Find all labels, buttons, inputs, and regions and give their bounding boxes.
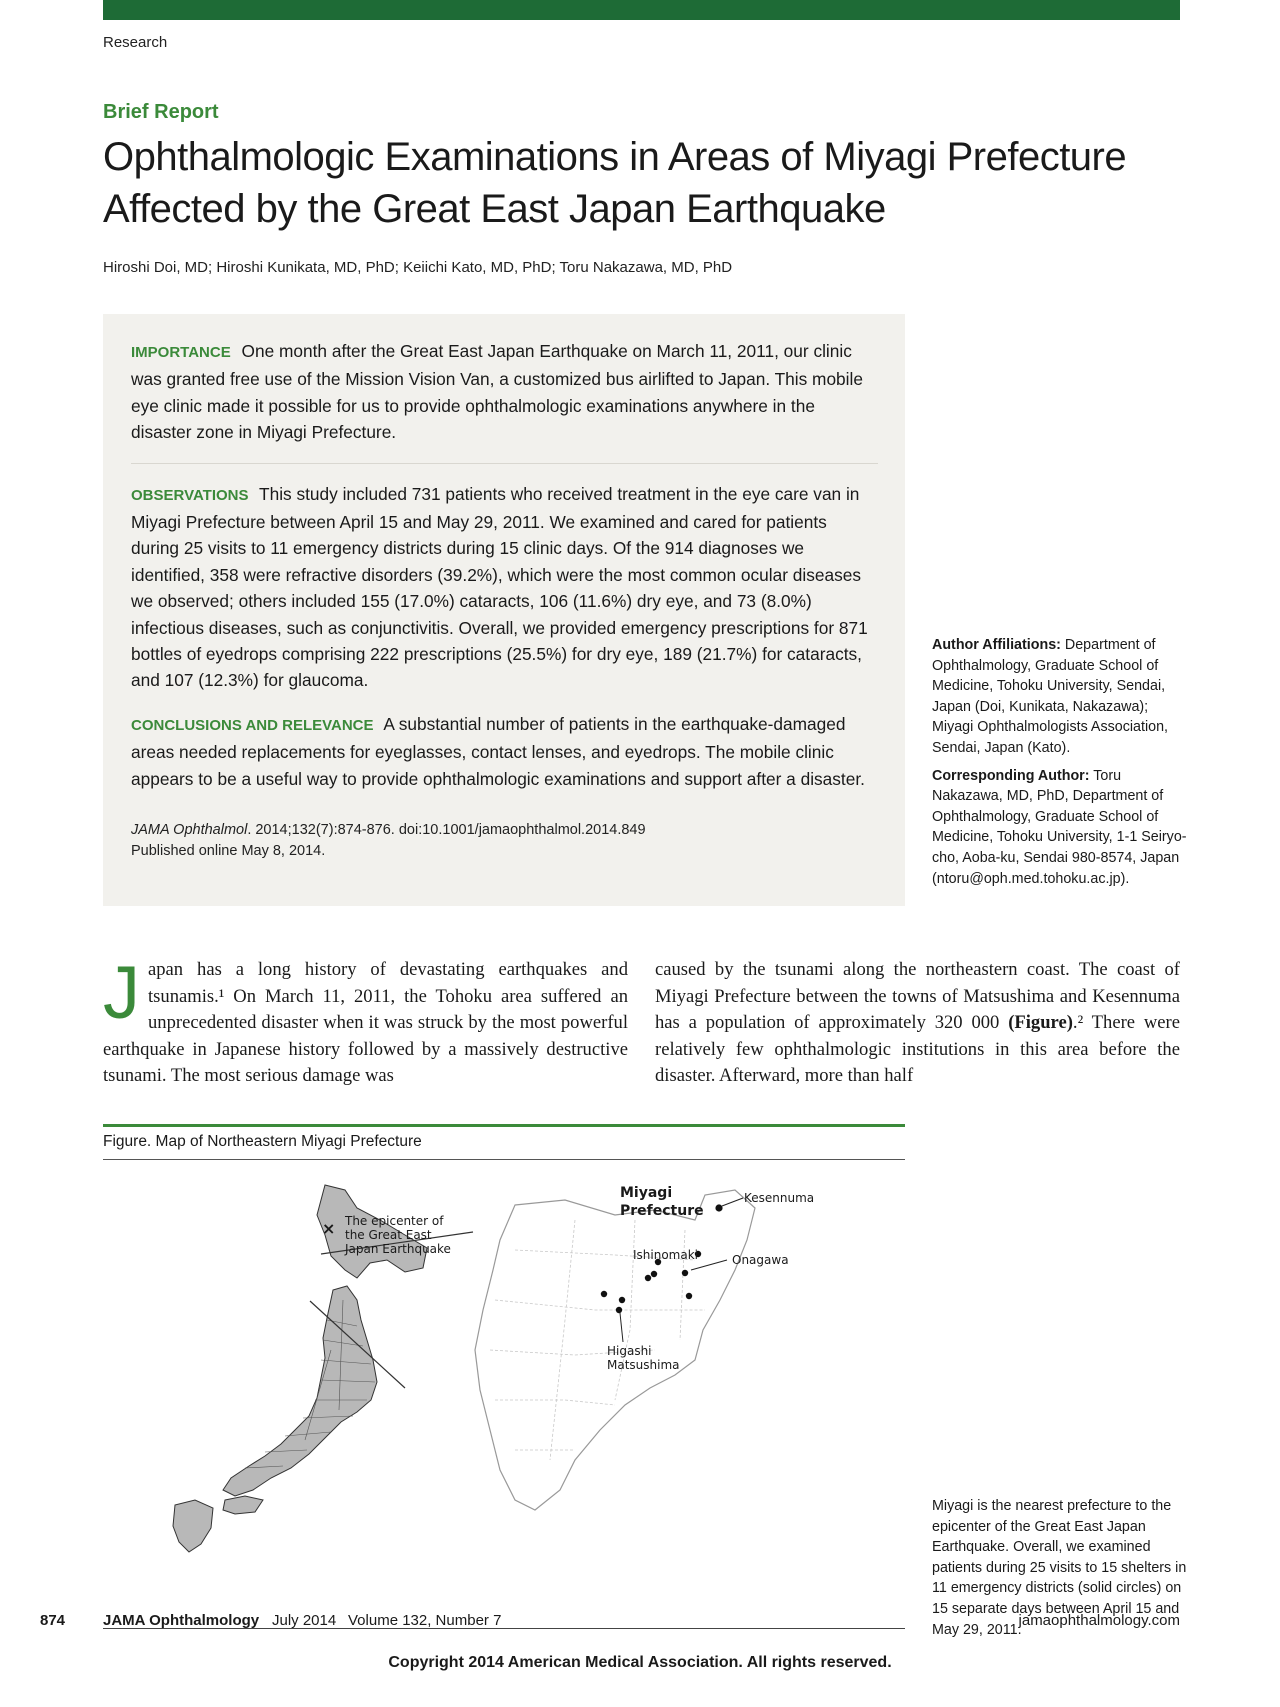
kyushu-shape bbox=[173, 1500, 213, 1552]
copyright-notice: Copyright 2014 American Medical Association. All rights reserved. bbox=[388, 1654, 892, 1671]
article-type: Brief Report bbox=[103, 101, 219, 123]
journal-name: JAMA Ophthalmology bbox=[103, 1612, 260, 1629]
body-column-left bbox=[103, 951, 628, 1090]
kesennuma-label: Kesennuma bbox=[744, 1191, 815, 1205]
map-title-line2: Prefecture bbox=[620, 1203, 704, 1219]
citation-line bbox=[131, 820, 878, 841]
coast-dot-1 bbox=[686, 1293, 692, 1299]
citation-journal: JAMA Ophthalmol bbox=[131, 822, 248, 839]
citation-details: . 2014;132(7):874-876. doi:10.1001/jamaophthalmol.2014.849 bbox=[247, 822, 646, 839]
matsushima-dot-1 bbox=[601, 1291, 607, 1297]
abstract-box bbox=[103, 314, 905, 906]
affiliations-label: Author Affiliations: bbox=[932, 637, 1061, 653]
conclusions-text: A substantial number of patients in the earthquake-damaged areas needed replacements for eyeglasses, contact lenses, and eyedrops. The mobile clinic appears to be a useful way to provide ophthalmologic examinations and support after a disaster. bbox=[131, 713, 865, 789]
figure-note: Miyagi is the nearest prefecture to the epicenter of the Great East Japan Earthquake. Overall, we examined patients during 25 visits to 15 shelters in 11 emergency districts (solid circles) on 15 separate days between April 15 and May 29, 2011. bbox=[932, 1498, 1187, 1638]
published-date: Published online May 8, 2014. bbox=[131, 843, 326, 860]
onagawa-label: Onagawa bbox=[732, 1253, 789, 1267]
ishinomaki-dot-3 bbox=[645, 1275, 651, 1281]
figure-reference-link[interactable]: (Figure) bbox=[1008, 1012, 1073, 1033]
author-list: Hiroshi Doi, MD; Hiroshi Kunikata, MD, PhD; Keiichi Kato, MD, PhD; Toru Nakazawa, MD, PhD bbox=[103, 259, 733, 276]
issue-date: July 2014 bbox=[272, 1612, 337, 1629]
observations-text: This study included 731 patients who received treatment in the eye care van in Miyagi Prefecture between April 15 and May 29, 2011. We examined and cared for patients during 25 visits to 11 emergency districts during 15 clinic days. Of the 914 diagnoses we identified, 358 were refractive disorders (39.2%), which were the most common ocular diseases we observed; others included 155 (17.0%) cataracts, 106 (11.6%) dry eye, and 73 (8.0%) infectious diseases, such as conjunctivitis. Overall, we provided emergency prescriptions for 871 bottles of eyedrops comprising 222 prescriptions (25.5%) for dry eye, 189 (21.7%) for cataracts, and 107 (12.3%) for glaucoma. bbox=[131, 483, 868, 691]
onagawa-dot-2 bbox=[682, 1270, 688, 1276]
higashi-label-line2: Matsushima bbox=[607, 1358, 680, 1372]
corresponding-author bbox=[932, 766, 1187, 890]
section-label: Research bbox=[103, 34, 168, 51]
affiliations-text: Department of Ophthalmology, Graduate School of Medicine, Tohoku University, Sendai, Japan (Doi, Kunikata, Nakazawa); Miyagi Ophthalmologists Association, Sendai, Japan (Kato). bbox=[932, 637, 1169, 756]
figure-caption: Figure. Map of Northeastern Miyagi Prefecture bbox=[103, 1133, 422, 1150]
author-info-sidebar bbox=[932, 635, 1187, 896]
drop-cap: J bbox=[103, 951, 140, 1034]
abstract-observations bbox=[131, 481, 878, 694]
body-right-text-b: .² There were relatively few ophthalmologic institutions in this area before the disaster. Afterward, more than half bbox=[655, 1012, 1180, 1086]
abstract-importance bbox=[131, 338, 878, 446]
figure-top-rule bbox=[103, 1124, 905, 1127]
conclusions-heading: CONCLUSIONS AND RELEVANCE bbox=[131, 716, 374, 734]
abstract-spacer bbox=[131, 694, 878, 711]
body-right-text-a: caused by the tsunami along the northeastern coast. The coast of Miyagi Prefecture between the towns of Matsushima and Kesennuma has a population of approximately 320 000 bbox=[655, 959, 1180, 1033]
matsushima-dot-3 bbox=[616, 1307, 622, 1313]
shikoku-shape bbox=[223, 1496, 263, 1514]
epicenter-marker: × bbox=[322, 1219, 336, 1238]
abstract-conclusions bbox=[131, 711, 878, 792]
epicenter-label-line3: Japan Earthquake bbox=[345, 1242, 451, 1256]
abstract-divider bbox=[131, 463, 878, 464]
body-left-text: apan has a long history of devastating earthquakes and tsunamis.¹ On March 11, 2011, the Tohoku area suffered an unprecedented disaster when it was struck by the most powerful earthquake in Japanese history followed by a massively destructive tsunami. The most serious damage was bbox=[103, 959, 628, 1086]
observations-heading: OBSERVATIONS bbox=[131, 486, 249, 504]
epicenter-label-line2: the Great East bbox=[345, 1228, 432, 1242]
ishinomaki-dot-2 bbox=[651, 1271, 657, 1277]
map-title-line1: Miyagi bbox=[620, 1185, 673, 1201]
corresponding-text: Toru Nakazawa, MD, PhD, Department of Ophthalmology, Graduate School of Medicine, Tohoku University, 1-1 Seiryo-cho, Aoba-ku, Sendai 980-8574, Japan (ntoru@oph.med.tohoku.ac.jp). bbox=[932, 767, 1187, 887]
ishinomaki-label: Ishinomaki bbox=[633, 1248, 699, 1262]
volume-number: Volume 132, Number 7 bbox=[348, 1612, 502, 1629]
author-affiliations bbox=[932, 635, 1187, 759]
page-number: 874 bbox=[40, 1612, 66, 1629]
matsushima-dot-2 bbox=[619, 1297, 625, 1303]
importance-heading: IMPORTANCE bbox=[131, 344, 231, 361]
citation-block bbox=[131, 820, 878, 862]
miyagi-map-figure bbox=[95, 1160, 905, 1625]
importance-text: One month after the Great East Japan Earthquake on March 11, 2011, our clinic was granted free use of the Mission Vision Van, a customized bus airlifted to Japan. This mobile eye clinic made it possible for us to provide ophthalmologic examinations anywhere in the disaster zone in Miyagi Prefecture. bbox=[131, 341, 863, 443]
article-title: Ophthalmologic Examinations in Areas of Miyagi Prefecture Affected by the Great East Japan Earthquake bbox=[103, 135, 1127, 231]
top-color-bar bbox=[103, 0, 1180, 20]
honshu-shape bbox=[223, 1286, 377, 1496]
corresponding-label: Corresponding Author: bbox=[932, 767, 1090, 784]
epicenter-label-line1: The epicenter of bbox=[345, 1214, 444, 1228]
kesennuma-dot bbox=[715, 1204, 722, 1211]
journal-url-link[interactable]: jamaophthalmology.com bbox=[1018, 1612, 1180, 1629]
higashi-label-line1: Higashi bbox=[607, 1344, 652, 1358]
body-column-right bbox=[655, 957, 1180, 1090]
